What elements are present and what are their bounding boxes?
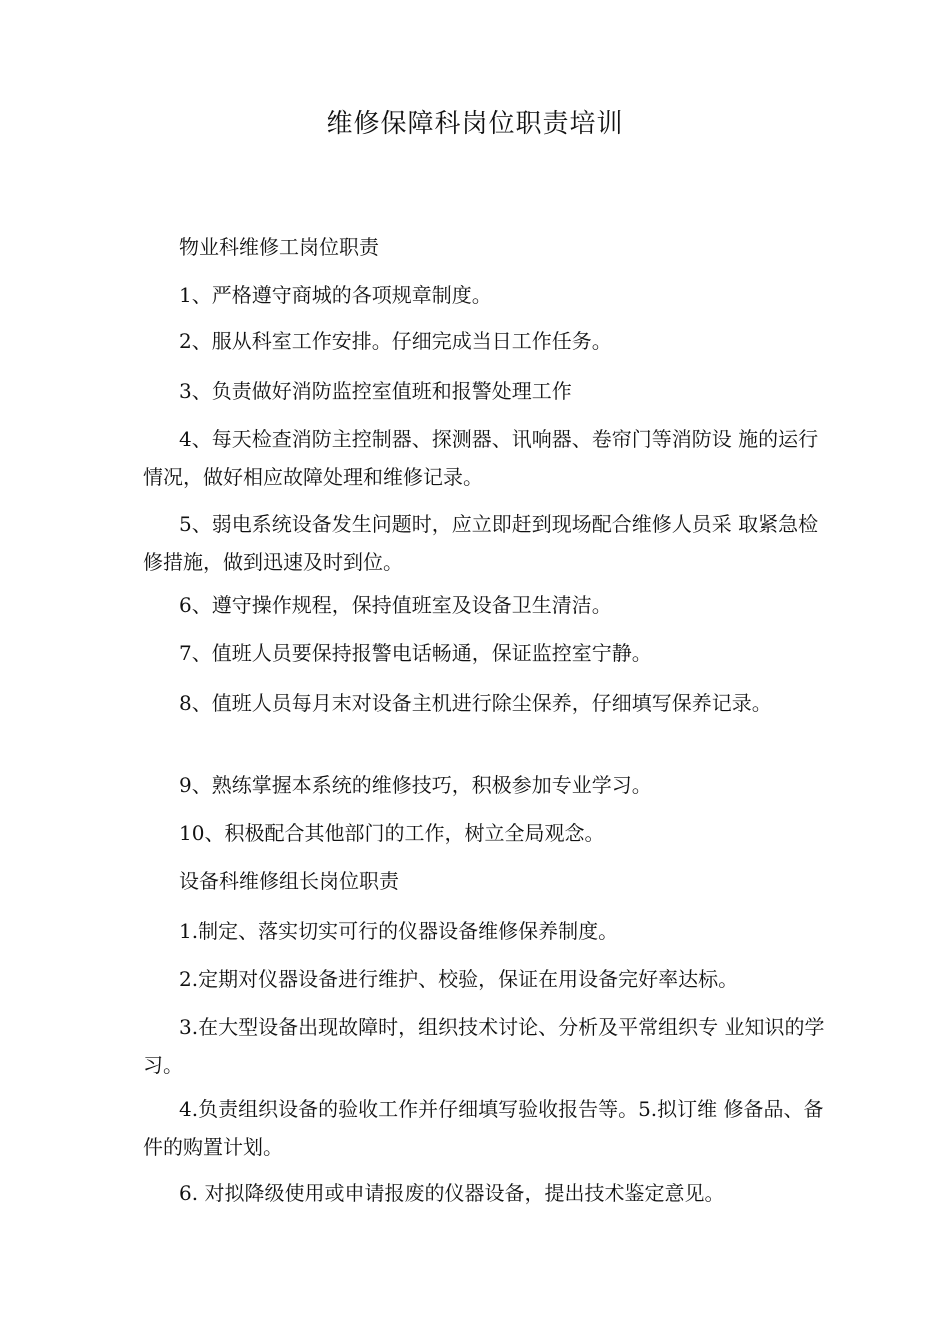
paragraph-5: 5、弱电系统设备发生问题时，应立即赶到现场配合维修人员采 取紧急检修措施，做到迅速及时到位。 (143, 512, 819, 574)
paragraph-4: 4、每天检查消防主控制器、探测器、讯响器、卷帘门等消防设 施的运行情况，做好相应故障处理和维修记录。 (143, 427, 819, 489)
paragraph-7: 7、值班人员要保持报警电话畅通，保证监控室宁静。 (179, 641, 652, 665)
paragraph-e2: 2.定期对仪器设备进行维护、校验，保证在用设备完好率达标。 (179, 967, 739, 991)
paragraph-e3: 3.在大型设备出现故障时，组织技术讨论、分析及平常组织专 业知识的学习。 (143, 1015, 825, 1077)
paragraph-2: 2、服从科室工作安排。仔细完成当日工作任务。 (179, 329, 612, 353)
section-heading-property-maintenance: 物业科维修工岗位职责 (179, 235, 379, 259)
paragraph-8: 8、值班人员每月末对设备主机进行除尘保养，仔细填写保养记录。 (179, 691, 772, 715)
section-heading-equipment-maintenance: 设备科维修组长岗位职责 (179, 869, 399, 893)
paragraph-9: 9、熟练掌握本系统的维修技巧，积极参加专业学习。 (179, 773, 652, 797)
paragraph-10: 10、积极配合其他部门的工作，树立全局观念。 (179, 821, 605, 845)
document-title: 维修保障科岗位职责培训 (326, 109, 624, 139)
paragraph-e4: 4.负责组织设备的验收工作并仔细填写验收报告等。5.拟订维 修备品、备件的购置计划。 (143, 1097, 824, 1159)
paragraph-6: 6、遵守操作规程，保持值班室及设备卫生清洁。 (179, 593, 612, 617)
paragraph-1: 1、严格遵守商城的各项规章制度。 (179, 283, 492, 307)
paragraph-e1: 1.制定、落实切实可行的仪器设备维修保养制度。 (179, 919, 619, 943)
paragraph-e6: 6. 对拟降级使用或申请报废的仪器设备，提出技术鉴定意见。 (179, 1181, 725, 1205)
paragraph-3: 3、负责做好消防监控室值班和报警处理工作 (179, 379, 572, 403)
